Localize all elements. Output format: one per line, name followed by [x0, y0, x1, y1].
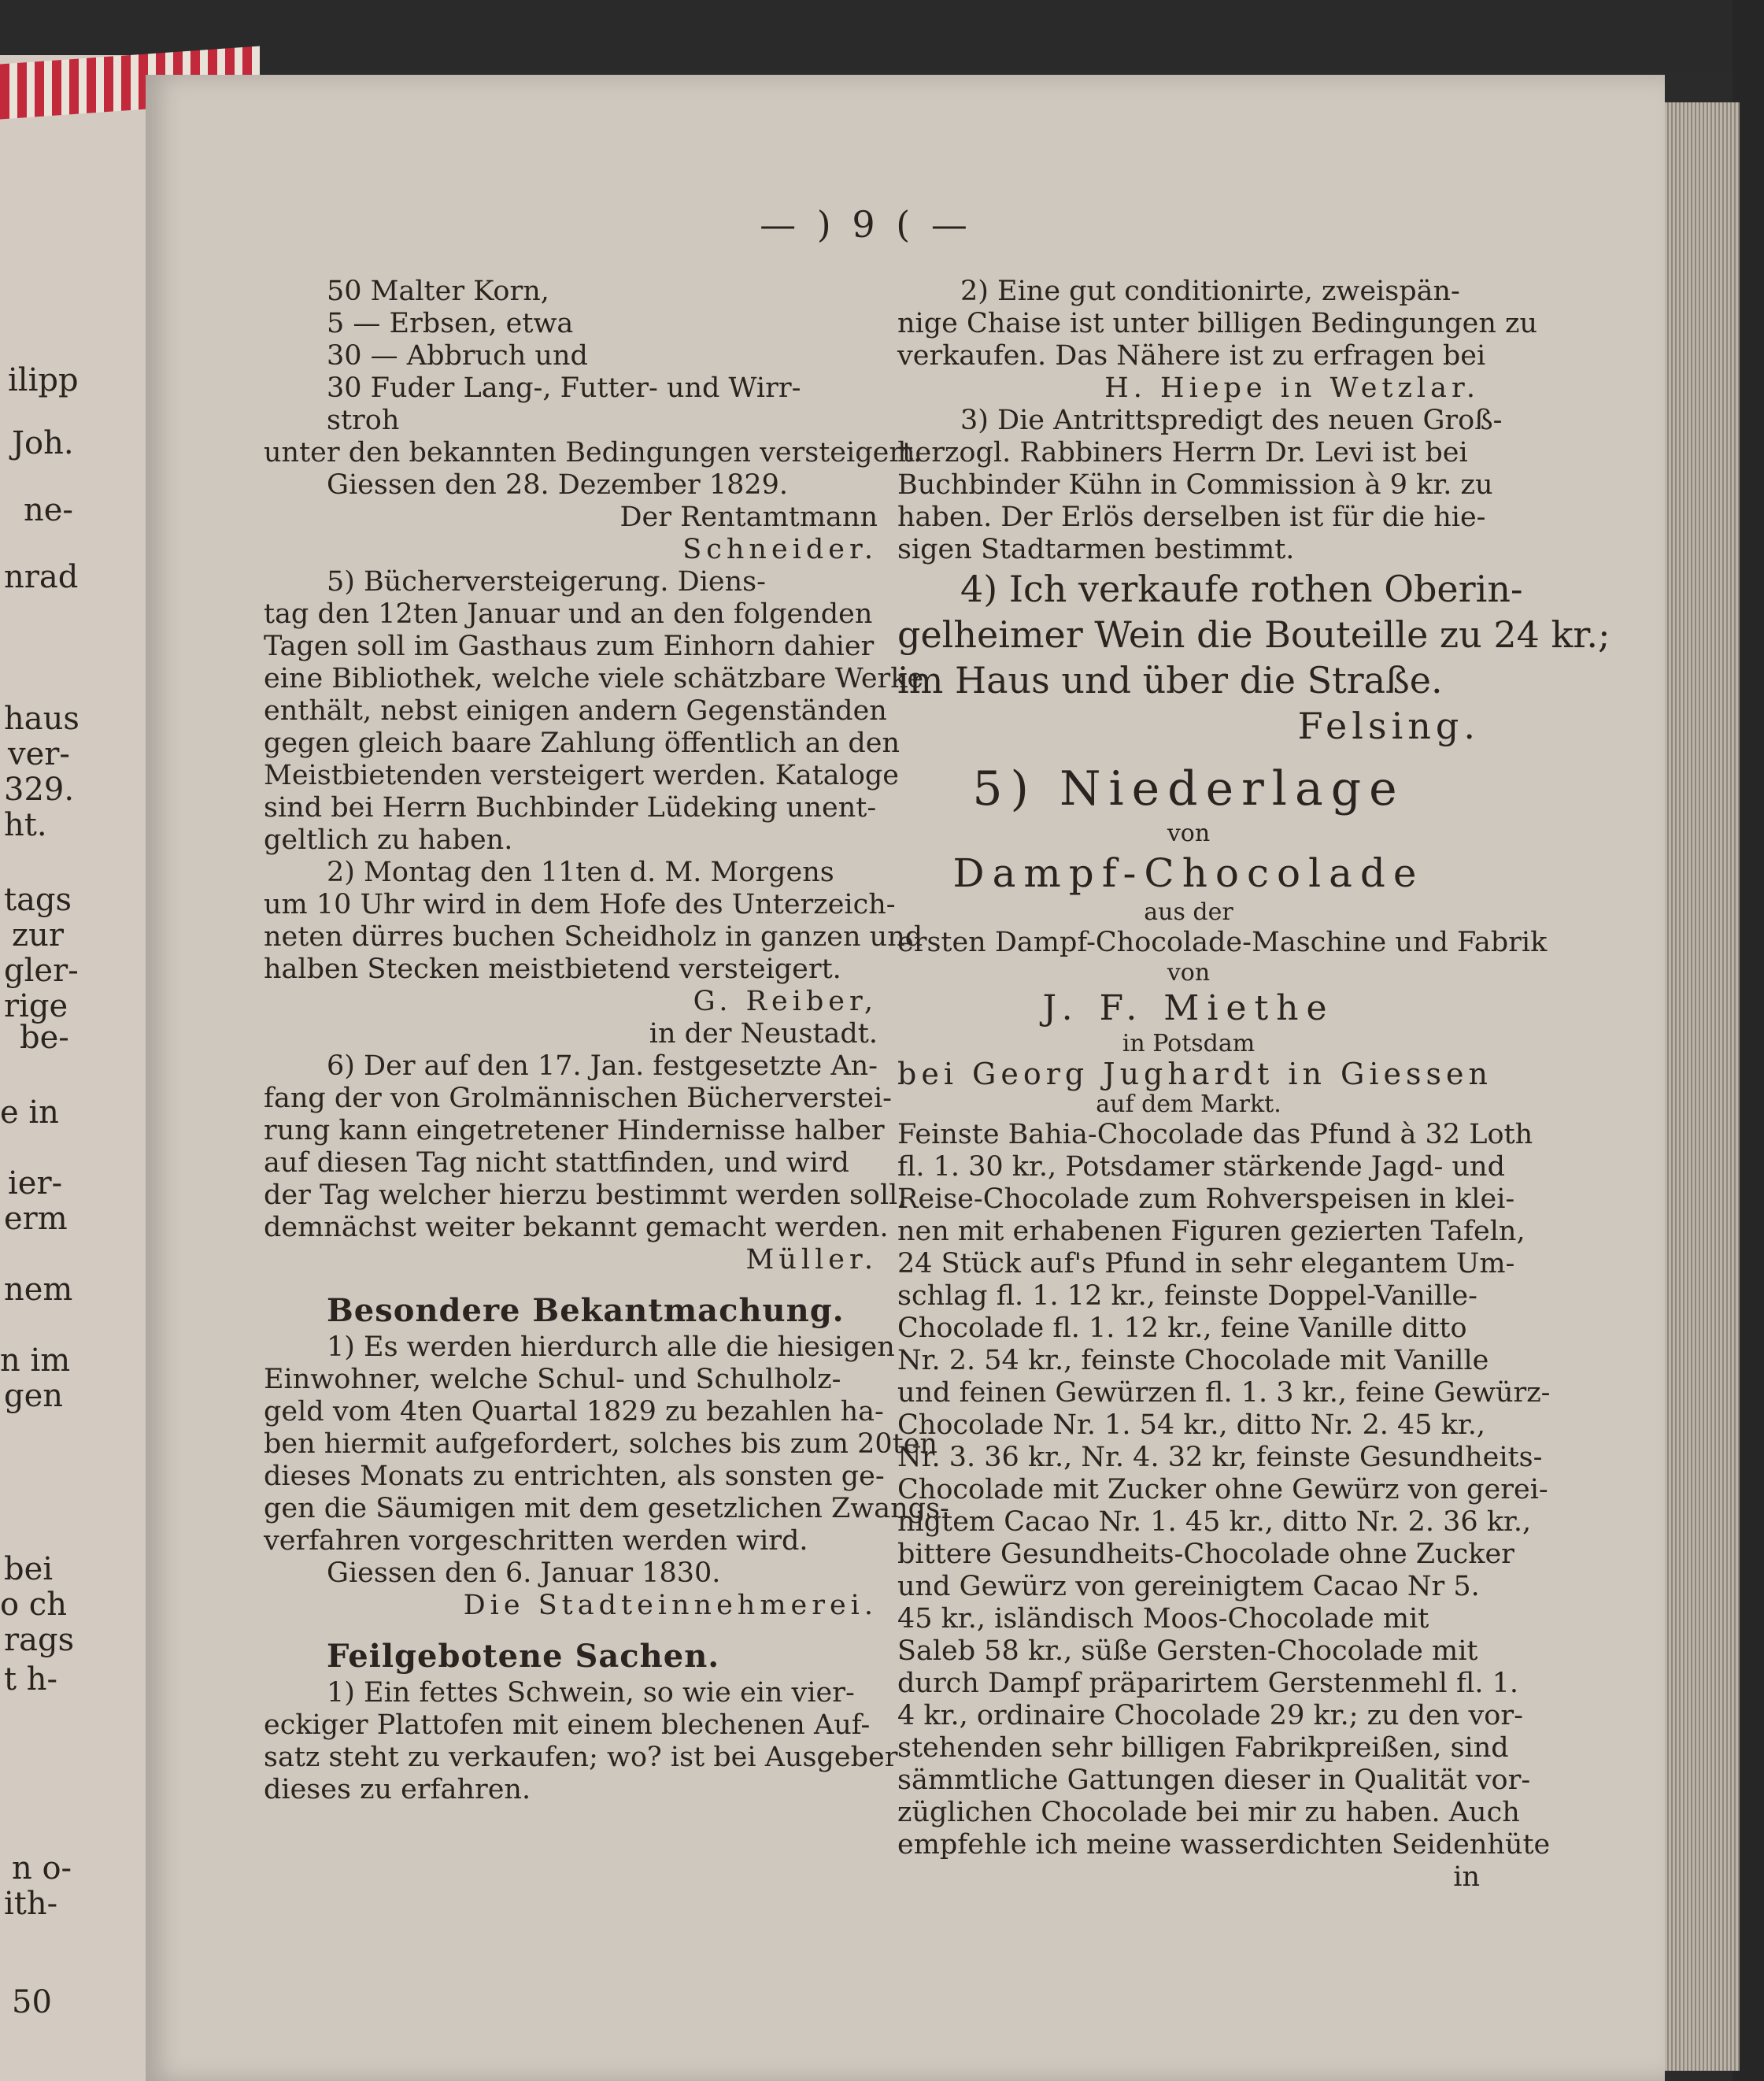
- signature: H. Hiepe in Wetzlar.: [1104, 372, 1480, 404]
- left-fragment: haus: [4, 701, 80, 737]
- page-number: — ) 9 ( —: [760, 203, 972, 246]
- left-fragment: ier-: [8, 1165, 63, 1202]
- text-line: nige Chaise ist unter billigen Bedingungen zu: [897, 308, 1538, 339]
- text-line: fang der von Grolmännischen Bücherverstei-: [264, 1083, 892, 1114]
- text-line: sigen Stadtarmen bestimmt.: [897, 534, 1295, 565]
- text-line: neten dürres buchen Scheidholz in ganzen und: [264, 921, 923, 953]
- text-line: gen die Säumigen mit dem gesetzlichen Zwangs-: [264, 1493, 949, 1524]
- left-fragment: rige: [4, 988, 68, 1024]
- text-line: Einwohner, welche Schul- und Schulholz-: [264, 1364, 841, 1395]
- text-line: Der Rentamtmann: [619, 502, 878, 533]
- text-line: unter den bekannten Bedingungen versteigert.: [264, 437, 923, 468]
- text-line: Tagen soll im Gasthaus zum Einhorn dahier: [264, 631, 875, 662]
- section-heading: Feilgebotene Sachen.: [327, 1638, 720, 1675]
- text-line: bei Georg Jughardt in Giessen: [897, 1057, 1493, 1091]
- text-line: Giessen den 28. Dezember 1829.: [327, 469, 789, 501]
- signature: Müller.: [745, 1244, 878, 1276]
- text-line: halben Stecken meistbietend versteigert.: [264, 953, 841, 985]
- text-line: 45 kr., isländisch Moos-Chocolade mit: [897, 1603, 1429, 1635]
- text-line: gelheimer Wein die Bouteille zu 24 kr.;: [897, 613, 1611, 656]
- text-line: 3) Die Antrittspredigt des neuen Groß-: [960, 405, 1503, 436]
- text-line: Chocolade mit Zucker ohne Gewürz von gerei-: [897, 1474, 1548, 1505]
- text-line: ben hiermit aufgefordert, solches bis zum 20ten: [264, 1428, 937, 1460]
- text-line: 2) Montag den 11ten d. M. Morgens: [327, 857, 834, 888]
- signature: Felsing.: [1297, 705, 1480, 747]
- left-fragment: bei: [4, 1551, 54, 1587]
- text-line: auf diesen Tag nicht stattfinden, und wird: [264, 1147, 849, 1179]
- left-fragment: tags: [4, 882, 72, 918]
- catchword: in: [1453, 1861, 1480, 1893]
- text-line: auf dem Markt.: [1096, 1090, 1281, 1118]
- text-line: sind bei Herrn Buchbinder Lüdeking unent-: [264, 792, 877, 824]
- left-fragment: 50: [12, 1984, 52, 2020]
- text-line: im Haus und über die Straße.: [897, 659, 1443, 702]
- signature: G. Reiber,: [693, 986, 878, 1017]
- text-line: eckiger Plattofen mit einem blechenen Auf-: [264, 1709, 871, 1741]
- left-fragment: nrad: [4, 559, 79, 595]
- left-fragment: ne-: [24, 492, 73, 528]
- left-fragment: gen: [4, 1378, 64, 1414]
- text-line: stroh: [327, 405, 400, 436]
- signature: Die Stadteinnehmerei.: [463, 1590, 878, 1621]
- left-fragment: t h-: [4, 1661, 58, 1698]
- text-line: 1) Ein fettes Schwein, so wie ein vier-: [327, 1677, 855, 1709]
- text-line: aus der: [1144, 898, 1233, 926]
- text-line: dieses zu erfahren.: [264, 1774, 531, 1805]
- text-line: eine Bibliothek, welche viele schätzbare Werke: [264, 663, 924, 694]
- left-fragment: gler-: [4, 953, 79, 989]
- text-line: ersten Dampf-Chocolade-Maschine und Fabrik: [897, 927, 1548, 958]
- text-line: in Potsdam: [1122, 1030, 1256, 1057]
- left-fragment: ver-: [8, 736, 70, 772]
- left-column: [264, 276, 949, 1806]
- left-fragment: rags: [4, 1622, 75, 1658]
- left-fragment: erm: [4, 1201, 68, 1237]
- ad-title: 5) Niederlage: [972, 761, 1405, 816]
- text-line: 4) Ich verkaufe rothen Oberin-: [960, 568, 1523, 610]
- section-heading: Besondere Bekantmachung.: [327, 1292, 845, 1329]
- left-page-edge: [0, 55, 166, 2081]
- text-line: Chocolade fl. 1. 12 kr., feine Vanille ditto: [897, 1313, 1467, 1344]
- left-fragment: be-: [20, 1020, 69, 1056]
- text-line: schlag fl. 1. 12 kr., feinste Doppel-Vanille-: [897, 1280, 1477, 1312]
- text-line: verfahren vorgeschritten werden wird.: [264, 1525, 808, 1557]
- signature: Schneider.: [682, 534, 878, 565]
- left-fragment: ht.: [4, 807, 47, 843]
- text-line: nigtem Cacao Nr. 1. 45 kr., ditto Nr. 2. 36 kr.,: [897, 1506, 1532, 1538]
- left-fragment: 329.: [4, 772, 75, 808]
- text-line: 4 kr., ordinaire Chocolade 29 kr.; zu den vor-: [897, 1700, 1523, 1731]
- text-line: durch Dampf präparirtem Gerstenmehl fl. 1.: [897, 1668, 1519, 1699]
- left-fragment: n im: [0, 1342, 71, 1379]
- text-line: fl. 1. 30 kr., Potsdamer stärkende Jagd- und: [897, 1151, 1505, 1183]
- text-line: von: [1167, 959, 1211, 987]
- text-line: enthält, nebst einigen andern Gegenständen: [264, 695, 887, 727]
- left-fragment: zur: [12, 917, 64, 953]
- text-line: Nr. 3. 36 kr., Nr. 4. 32 kr, feinste Gesundheits-: [897, 1442, 1543, 1473]
- text-line: Feinste Bahia-Chocolade das Pfund à 32 Loth: [897, 1119, 1533, 1150]
- text-line: der Tag welcher hierzu bestimmt werden soll,: [264, 1179, 907, 1211]
- text-line: 2) Eine gut conditionirte, zweispän-: [960, 276, 1460, 307]
- text-line: geltlich zu haben.: [264, 824, 513, 856]
- text-line: Reise-Chocolade zum Rohverspeisen in klei-: [897, 1183, 1515, 1215]
- right-column: [897, 276, 1611, 1894]
- text-line: in der Neustadt.: [649, 1018, 878, 1050]
- text-line: 5 — Erbsen, etwa: [327, 308, 574, 339]
- ad-maker: J. F. Miethe: [1042, 988, 1335, 1028]
- text-line: von: [1167, 820, 1211, 847]
- page-edges: [1665, 102, 1740, 2071]
- text-line: 5) Bücherversteigerung. Diens-: [327, 566, 766, 598]
- text-line: nen mit erhabenen Figuren gezierten Tafeln,: [897, 1216, 1525, 1247]
- text-line: empfehle ich meine wasserdichten Seidenhüte: [897, 1829, 1551, 1861]
- spacer: [897, 749, 1480, 758]
- backdrop: [0, 0, 1764, 71]
- ad-subtitle: Dampf-Chocolade: [952, 850, 1425, 896]
- left-fragment: o ch: [0, 1587, 67, 1623]
- text-line: und Gewürz von gereinigtem Cacao Nr 5.: [897, 1571, 1480, 1602]
- text-line: satz steht zu verkaufen; wo? ist bei Ausgeber: [264, 1742, 898, 1773]
- left-fragment: ith-: [4, 1886, 58, 1922]
- text-line: Buchbinder Kühn in Commission à 9 kr. zu: [897, 469, 1493, 501]
- text-line: züglichen Chocolade bei mir zu haben. Auch: [897, 1797, 1520, 1828]
- text-line: dieses Monats zu entrichten, als sonsten ge-: [264, 1461, 885, 1492]
- text-line: tag den 12ten Januar und an den folgenden: [264, 598, 873, 630]
- text-line: bittere Gesundheits-Chocolade ohne Zucker: [897, 1539, 1514, 1570]
- text-line: um 10 Uhr wird in dem Hofe des Unterzeich-: [264, 889, 896, 920]
- text-line: und feinen Gewürzen fl. 1. 3 kr., feine Gewürz-: [897, 1377, 1551, 1409]
- left-fragment: e in: [0, 1094, 59, 1131]
- text-line: rung kann eingetretener Hindernisse halber: [264, 1115, 885, 1146]
- text-line: sämmtliche Gattungen dieser in Qualität vor-: [897, 1764, 1531, 1796]
- text-line: Saleb 58 kr., süße Gersten-Chocolade mit: [897, 1635, 1478, 1667]
- text-line: 50 Malter Korn,: [327, 276, 549, 307]
- text-line: Giessen den 6. Januar 1830.: [327, 1557, 721, 1589]
- text-line: demnächst weiter bekannt gemacht werden.: [264, 1212, 889, 1243]
- text-line: 30 — Abbruch und: [327, 340, 588, 372]
- text-line: Nr. 2. 54 kr., feinste Chocolade mit Vanille: [897, 1345, 1489, 1376]
- left-fragment: n o-: [12, 1850, 72, 1887]
- left-fragment: Joh.: [12, 425, 74, 461]
- text-line: herzogl. Rabbiners Herrn Dr. Levi ist bei: [897, 437, 1468, 468]
- text-line: haben. Der Erlös derselben ist für die hie-: [897, 502, 1486, 533]
- text-line: 6) Der auf den 17. Jan. festgesetzte An-: [327, 1050, 878, 1082]
- text-line: 30 Fuder Lang-, Futter- und Wirr-: [327, 372, 801, 404]
- text-line: stehenden sehr billigen Fabrikpreißen, sind: [897, 1732, 1509, 1764]
- text-line: gegen gleich baare Zahlung öffentlich an den: [264, 728, 900, 759]
- text-line: 24 Stück auf's Pfund in sehr elegantem Um-: [897, 1248, 1515, 1279]
- text-line: Chocolade Nr. 1. 54 kr., ditto Nr. 2. 45 kr.,: [897, 1409, 1485, 1441]
- text-line: geld vom 4ten Quartal 1829 zu bezahlen ha-: [264, 1396, 884, 1427]
- text-line: Meistbietenden versteigert werden. Kataloge: [264, 760, 900, 791]
- left-fragment: ilipp: [8, 362, 79, 398]
- text-line: verkaufen. Das Nähere ist zu erfragen bei: [897, 340, 1486, 372]
- text-line: 1) Es werden hierdurch alle die hiesigen: [327, 1331, 895, 1363]
- left-fragment: nem: [4, 1272, 73, 1308]
